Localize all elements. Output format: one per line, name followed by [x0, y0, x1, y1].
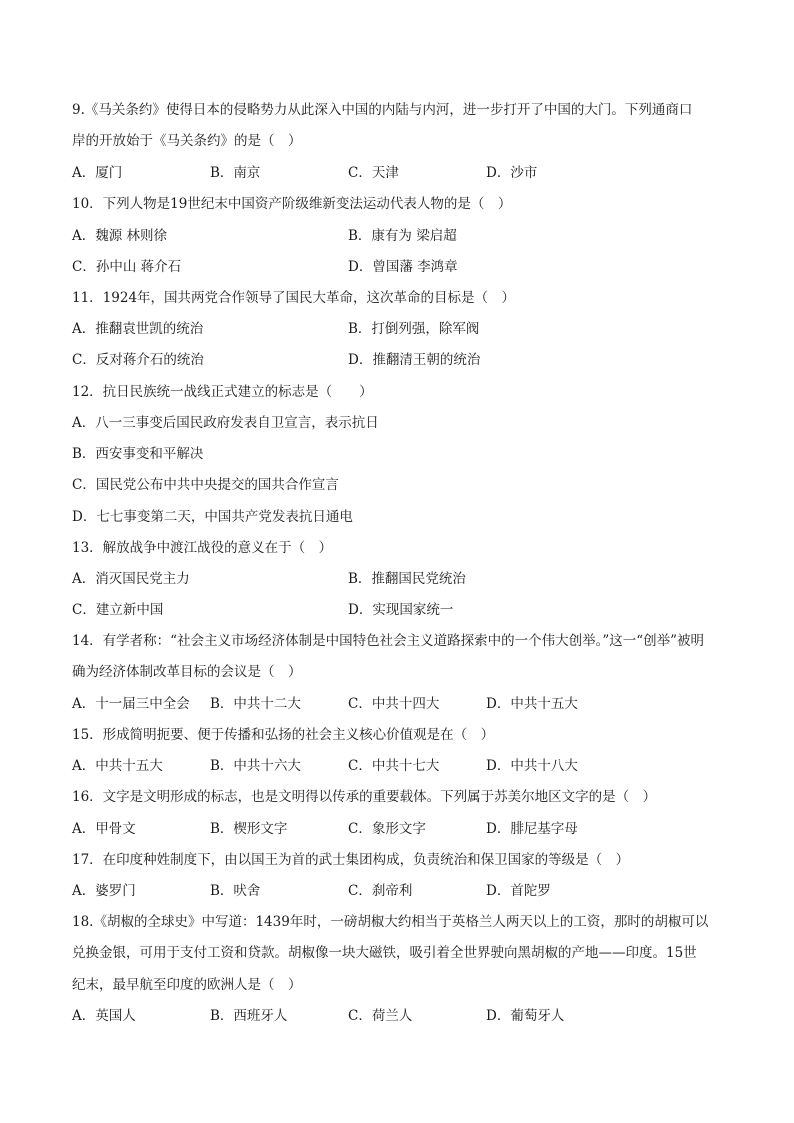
question-11-option-c: C．反对蒋介石的统治 — [72, 352, 204, 368]
question-17-stem: 17．在印度种姓制度下，由以国王为首的武士集团构成，负责统治和保卫国家的等级是（ ） — [72, 852, 630, 868]
question-10-option-c: C．孙中山 蒋介石 — [72, 259, 182, 275]
question-13-option-b: B．推翻国民党统治 — [348, 571, 466, 587]
question-9-stem-line-1: 9.《马关条约》使得日本的侵略势力从此深入中国的内陆与内河，进一步打开了中国的大门。下列通商口 — [72, 102, 693, 118]
question-16-option-d: D．腓尼基字母 — [486, 821, 578, 837]
question-14-stem-line-2: 确为经济体制改革目标的会议是（ ） — [72, 664, 302, 680]
question-10-option-d: D．曾国藩 李鸿章 — [348, 259, 458, 275]
question-17-option-a: A．婆罗门 — [72, 883, 136, 899]
question-18-option-d: D．葡萄牙人 — [486, 1008, 565, 1024]
question-13-option-c: C．建立新中国 — [72, 602, 164, 618]
question-11-option-d: D．推翻清王朝的统治 — [348, 352, 481, 368]
question-9-option-c: C．天津 — [348, 165, 399, 181]
question-17-option-d: D．首陀罗 — [486, 883, 551, 899]
question-10-stem: 10．下列人物是19世纪末中国资产阶级维新变法运动代表人物的是（ ） — [72, 196, 512, 212]
question-15-option-b: B．中共十六大 — [210, 758, 301, 774]
question-9-option-a: A．厦门 — [72, 165, 123, 181]
question-14-option-b: B．中共十二大 — [210, 696, 301, 712]
question-9-option-b: B．南京 — [210, 165, 261, 181]
question-9-stem-line-2: 岸的开放始于《马关条约》的是（ ） — [72, 133, 302, 149]
question-14-option-c: C．中共十四大 — [348, 696, 440, 712]
question-17-option-c: C．刹帝利 — [348, 883, 413, 899]
question-13-stem: 13．解放战争中渡江战役的意义在于（ ） — [72, 540, 333, 556]
question-13-option-d: D．实现国家统一 — [348, 602, 454, 618]
question-14-option-d: D．中共十五大 — [486, 696, 578, 712]
question-9-option-d: D．沙市 — [486, 165, 538, 181]
question-17-option-b: B．吠舍 — [210, 883, 261, 899]
question-11-option-b: B．打倒列强，除军阀 — [348, 321, 480, 337]
question-18-option-b: B．西班牙人 — [210, 1008, 288, 1024]
question-18-stem-line-2: 兑换金银，可用于支付工资和贷款。胡椒像一块大磁铁，吸引着全世界驶向黑胡椒的产地——印度。15世 — [72, 945, 697, 961]
question-16-option-b: B．楔形文字 — [210, 821, 288, 837]
question-12-option-b: B．西安事变和平解决 — [72, 446, 204, 462]
question-15-option-c: C．中共十七大 — [348, 758, 440, 774]
question-16-option-a: A．甲骨文 — [72, 821, 136, 837]
question-18-option-c: C．荷兰人 — [348, 1008, 413, 1024]
question-10-option-b: B．康有为 梁启超 — [348, 228, 457, 244]
question-16-stem: 16．文字是文明形成的标志，也是文明得以传承的重要载体。下列属于苏美尔地区文字的是（ ） — [72, 789, 657, 805]
question-18-stem-line-1: 18.《胡椒的全球史》中写道：1439年时，一磅胡椒大约相当于英格兰人两天以上的工资，那时的胡椒可以 — [72, 914, 709, 930]
question-18-option-a: A．英国人 — [72, 1008, 136, 1024]
question-10-option-a: A．魏源 林则徐 — [72, 228, 168, 244]
question-11-stem: 11．1924年，国共两党合作领导了国民大革命，这次革命的目标是（ ） — [72, 290, 516, 306]
question-15-stem: 15．形成简明扼要、便于传播和弘扬的社会主义核心价值观是在（ ） — [72, 727, 495, 743]
question-15-option-d: D．中共十八大 — [486, 758, 578, 774]
question-12-stem: 12．抗日民族统一战线正式建立的标志是（ ） — [72, 384, 373, 400]
question-14-option-a: A．十一届三中全会 — [72, 696, 190, 712]
question-18-stem-line-3: 纪末，最早航至印度的欧洲人是（ ） — [72, 977, 302, 993]
question-16-option-c: C．象形文字 — [348, 821, 426, 837]
question-14-stem-line-1: 14．有学者称：“社会主义市场经济体制是中国特色社会主义道路探索中的一个伟大创举。”这一“创举”被明 — [72, 633, 705, 649]
question-12-option-c: C．国民党公布中共中央提交的国共合作宣言 — [72, 477, 339, 493]
question-15-option-a: A．中共十五大 — [72, 758, 163, 774]
question-12-option-d: D．七七事变第二天，中国共产党发表抗日通电 — [72, 509, 353, 525]
question-11-option-a: A．推翻袁世凯的统治 — [72, 321, 204, 337]
question-12-option-a: A．八一三事变后国民政府发表自卫宣言，表示抗日 — [72, 415, 379, 431]
question-13-option-a: A．消灭国民党主力 — [72, 571, 190, 587]
